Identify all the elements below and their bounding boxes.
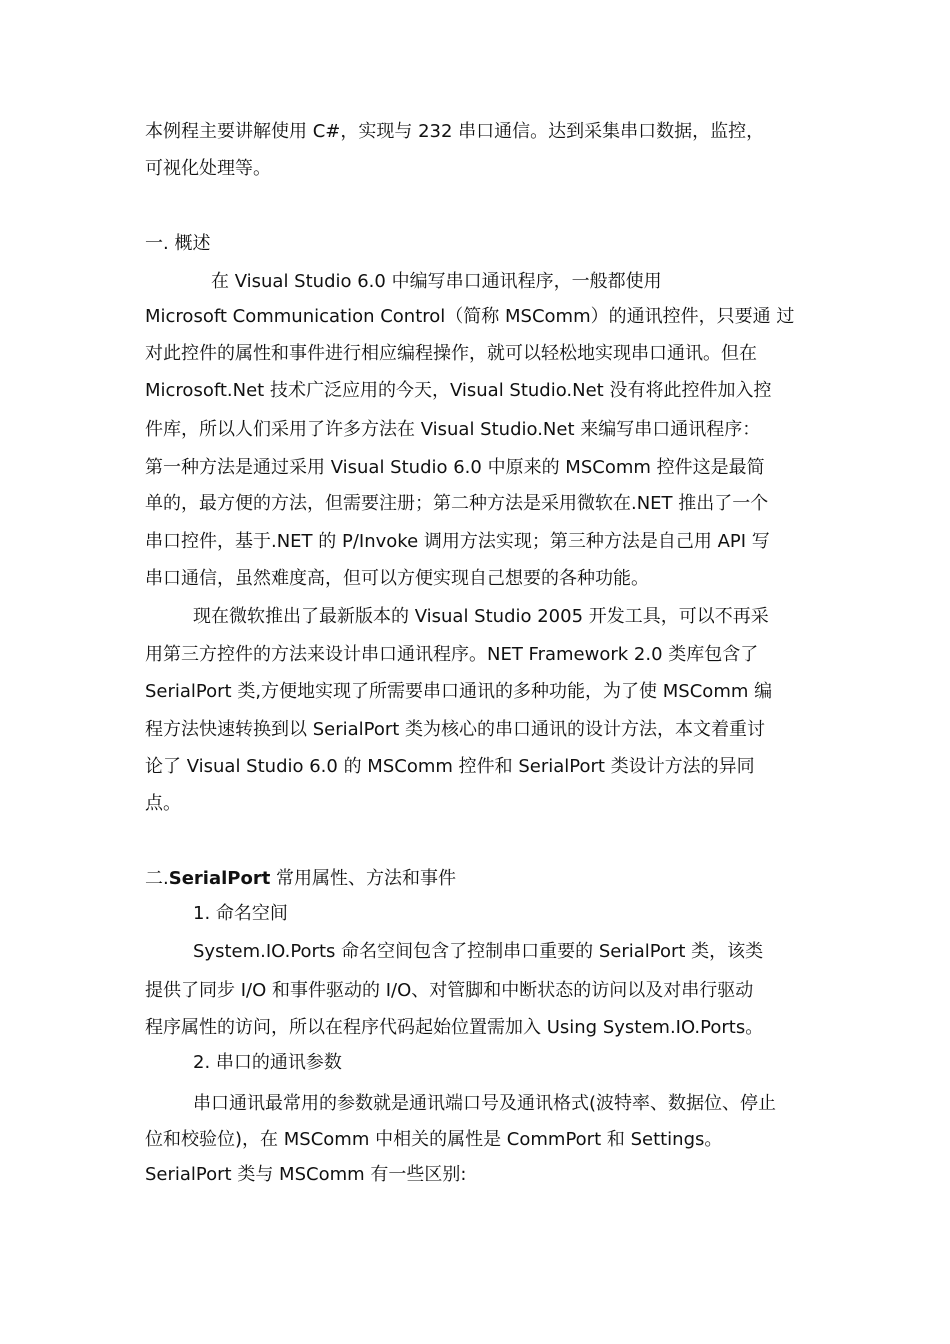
section-1-p1-line-1: 在 Visual Studio 6.0 中编写串口通讯程序，一般都使用: [211, 271, 662, 292]
section-1-p1-line-7: 单的，最方便的方法，但需要注册；第二种方法是采用微软在.NET 推出了一个: [145, 493, 769, 514]
section-2-heading-prefix: 二.: [145, 868, 169, 889]
section-1-p2-line-3: SerialPort 类,方便地实现了所需要串口通讯的多种功能，为了使 MSComm 编: [145, 681, 773, 702]
section-2-1-line-3: 程序属性的访问，所以在程序代码起始位置需加入 Using System.IO.Ports。: [145, 1017, 764, 1038]
section-1-p1-line-8: 串口控件，基于.NET 的 P/Invoke 调用方法实现；第三种方法是自己用 API 写: [145, 531, 770, 552]
section-1-p1-line-3: 对此控件的属性和事件进行相应编程操作，就可以轻松地实现串口通讯。但在: [145, 343, 757, 364]
section-1-p2-line-1: 现在微软推出了最新版本的 Visual Studio 2005 开发工具，可以不再采: [193, 606, 769, 627]
section-1-p2-line-6: 点。: [145, 793, 181, 814]
section-1-p1-line-2: Microsoft Communication Control（简称 MSComm）的通讯控件，只要通 过: [145, 306, 795, 327]
section-1-p2-line-4: 程方法快速转换到以 SerialPort 类为核心的串口通讯的设计方法，本文着重讨: [145, 719, 766, 740]
section-1-heading: 一. 概述: [145, 233, 211, 254]
section-2-2-line-1: 串口通讯最常用的参数就是通讯端口号及通讯格式(波特率、数据位、停止: [193, 1093, 777, 1114]
section-2-heading-suffix: 常用属性、方法和事件: [270, 868, 457, 889]
section-1-p2-line-2: 用第三方控件的方法来设计串口通讯程序。NET Framework 2.0 类库包含了: [145, 644, 759, 665]
section-2-1-line-1: System.IO.Ports 命名空间包含了控制串口重要的 SerialPort 类，该类: [193, 941, 764, 962]
section-2-heading-keyword: SerialPort: [168, 868, 271, 889]
section-1-p2-line-5: 论了 Visual Studio 6.0 的 MSComm 控件和 SerialPort 类设计方法的异同: [145, 756, 755, 777]
section-1-p1-line-4: Microsoft.Net 技术广泛应用的今天，Visual Studio.Net 没有将此控件加入控: [145, 380, 772, 401]
section-1-p1-line-5: 件库，所以人们采用了许多方法在 Visual Studio.Net 来编写串口通讯程序：: [145, 419, 761, 440]
section-1-p1-line-6: 第一种方法是通过采用 Visual Studio 6.0 中原来的 MSComm 控件这是最简: [145, 457, 765, 478]
section-2-1-line-2: 提供了同步 I/O 和事件驱动的 I/O、对管脚和中断状态的访问以及对串行驱动: [145, 980, 754, 1001]
section-2-2-heading: 2. 串口的通讯参数: [193, 1052, 342, 1073]
section-2-2-line-2: 位和校验位)，在 MSComm 中相关的属性是 CommPort 和 Settings。: [145, 1129, 723, 1150]
intro-line-2: 可视化处理等。: [145, 158, 271, 179]
section-2-2-line-3: SerialPort 类与 MSComm 有一些区别:: [145, 1164, 467, 1185]
intro-line-1: 本例程主要讲解使用 C#，实现与 232 串口通信。达到采集串口数据，监控，: [145, 121, 765, 142]
section-2-heading: [145, 867, 456, 891]
section-2-1-heading: 1. 命名空间: [193, 903, 288, 924]
section-1-p1-line-9: 串口通信，虽然难度高，但可以方便实现自己想要的各种功能。: [145, 568, 649, 589]
